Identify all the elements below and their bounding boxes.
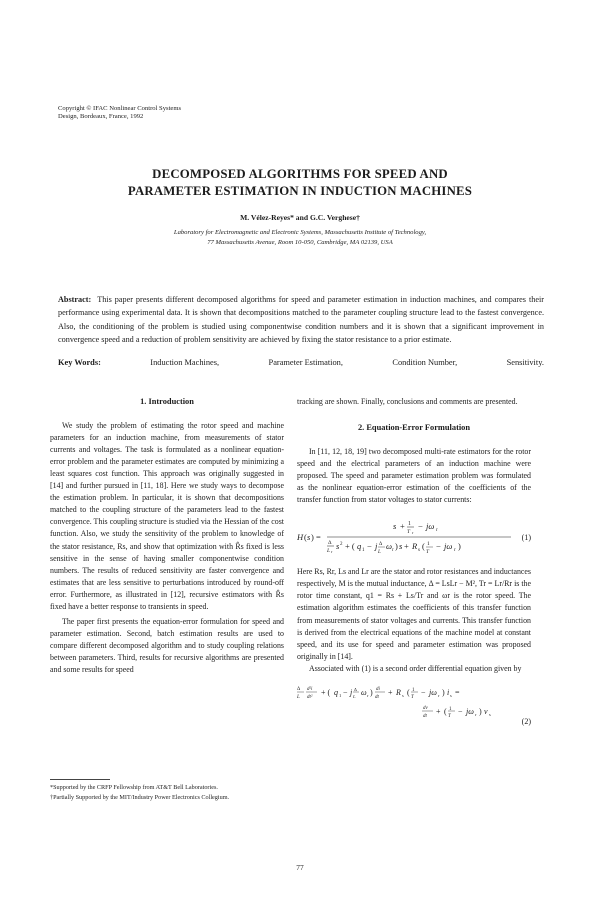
keyword-item: Condition Number, xyxy=(392,358,458,367)
svg-text:Δ: Δ xyxy=(328,540,332,547)
svg-text:=: = xyxy=(455,687,460,697)
paper-title xyxy=(60,166,540,199)
svg-text:r: r xyxy=(412,530,414,536)
svg-text:T: T xyxy=(426,549,430,556)
svg-text:Δ: Δ xyxy=(297,686,301,692)
equation-2 xyxy=(297,679,531,727)
svg-text:): ) xyxy=(370,687,373,697)
svg-text:(: ( xyxy=(407,687,410,697)
svg-text:r: r xyxy=(331,549,333,555)
keywords-label: Key Words: xyxy=(58,358,101,367)
intro-paragraph-2: The paper first presents the equation-error formulation for speed and parameter estimation. Second, batch estimation results are used to compare different decomposed algorithm and to study coupling relations between parameters. Third, results for recursive algorithms are presented and some results for speed xyxy=(50,616,284,674)
svg-text:+ (: + ( xyxy=(345,541,355,552)
svg-text:Δ: Δ xyxy=(354,686,357,692)
abstract-label: Abstract: xyxy=(58,295,92,304)
svg-text:) =: ) = xyxy=(311,532,321,543)
footnote-rule xyxy=(50,779,110,780)
copyright-line-1: Copyright © IFAC Nonlinear Control Systems xyxy=(58,105,182,112)
svg-text:): ) xyxy=(458,541,461,552)
title-line-1: DECOMPOSED ALGORITHMS FOR SPEED AND xyxy=(152,167,448,181)
svg-text:1: 1 xyxy=(427,541,430,548)
equation-1-graphic xyxy=(297,512,531,562)
svg-text:R: R xyxy=(396,687,401,697)
section-2-heading: 2. Equation-Error Formulation xyxy=(357,423,471,433)
svg-text:r: r xyxy=(475,711,477,717)
svg-text:s: s xyxy=(450,692,452,698)
svg-text:di: di xyxy=(376,686,380,692)
svg-text:−: − xyxy=(436,541,441,552)
svg-text:1: 1 xyxy=(362,548,365,554)
svg-text:jω: jω xyxy=(426,521,435,532)
svg-text:dt²: dt² xyxy=(307,694,313,700)
svg-text:s: s xyxy=(402,692,404,698)
svg-text:−: − xyxy=(421,687,426,697)
svg-text:jω: jω xyxy=(466,706,474,716)
equation-2-number: (2) xyxy=(521,716,531,726)
svg-text:2: 2 xyxy=(340,542,343,548)
svg-text:): ) xyxy=(395,541,398,552)
svg-text:): ) xyxy=(442,687,445,697)
authors: M. Vélez-Reyes* and G.C. Verghese† xyxy=(240,213,360,222)
svg-text:s: s xyxy=(418,548,420,554)
svg-text:(: ( xyxy=(422,541,425,552)
svg-text:d²i: d²i xyxy=(307,686,313,692)
svg-text:L: L xyxy=(378,550,381,556)
keyword-item: Induction Machines, xyxy=(150,358,220,367)
svg-text:1: 1 xyxy=(449,706,452,712)
svg-text:L: L xyxy=(353,693,356,699)
svg-text:+: + xyxy=(400,521,405,532)
copyright-notice xyxy=(58,105,181,121)
svg-text:L: L xyxy=(297,694,300,700)
keyword-item: Sensitivity. xyxy=(506,358,544,367)
svg-text:L: L xyxy=(327,548,331,555)
svg-text:s: s xyxy=(393,521,397,532)
footnote-1: *Supported by the CRFP Fellowship from AT&T Bell Laboratories. xyxy=(50,784,218,791)
svg-text:T: T xyxy=(411,694,414,700)
keyword-item: Parameter Estimation, xyxy=(268,358,343,367)
svg-text:s: s xyxy=(489,711,491,717)
svg-text:r: r xyxy=(367,692,369,698)
svg-text:jω: jω xyxy=(444,541,453,552)
svg-text:i: i xyxy=(447,687,450,697)
svg-text:1: 1 xyxy=(339,692,342,698)
footnotes xyxy=(50,784,284,801)
page-number: 77 xyxy=(296,863,304,872)
svg-text:ω: ω xyxy=(386,541,393,552)
svg-text:r: r xyxy=(392,548,394,554)
ode-intro-paragraph: Associated with (1) is a second order differential equation given by xyxy=(309,663,522,673)
footnote-2: †Partially Supported by the MIT/Industry Power Electronics Collegium. xyxy=(50,793,230,801)
equation-1-number: (1) xyxy=(521,533,531,543)
svg-text:+: + xyxy=(388,687,393,697)
svg-text:s: s xyxy=(399,541,403,552)
left-column xyxy=(50,396,284,676)
eq-formulation-paragraph: In [11, 12, 18, 19] two decomposed multi-rate estimators for the rotor speed and the electrical parameters of an induction machine were proposed. The speed and parameter estimation problem was formulated as the nonlinear equation-error estimation of the coefficients of the transfer function from stator voltages to stator currents: xyxy=(297,447,531,505)
svg-text:dv: dv xyxy=(423,705,428,711)
svg-text:H: H xyxy=(297,532,304,543)
svg-text:+ (: + ( xyxy=(321,687,331,697)
keywords xyxy=(58,358,544,367)
svg-text:s: s xyxy=(307,532,311,543)
tracking-text: tracking are shown. Finally, conclusions and comments are presented. xyxy=(297,397,518,406)
svg-text:q: q xyxy=(357,541,362,552)
svg-text:q: q xyxy=(334,687,338,697)
svg-text:+: + xyxy=(436,706,441,716)
affiliation-line-2: 77 Massachusetts Avenue, Room 10-050, Cambridge, MA 02139, USA xyxy=(207,239,393,246)
svg-text:T: T xyxy=(407,529,411,536)
equation-1 xyxy=(297,512,531,562)
svg-text:r: r xyxy=(454,548,456,554)
affiliation-line-1: Laboratory for Electromagnetic and Electronic Systems, Massachusetts Institute of Technology, xyxy=(173,229,427,236)
svg-text:−: − xyxy=(458,706,463,716)
svg-text:Δ: Δ xyxy=(379,542,383,548)
svg-text:−: − xyxy=(418,521,423,532)
equation-2-graphic xyxy=(297,679,531,727)
svg-text:−: − xyxy=(343,687,348,697)
svg-text:T: T xyxy=(448,713,451,719)
copyright-line-2: Design, Bordeaux, France, 1992 xyxy=(58,113,144,121)
affiliation xyxy=(60,228,540,248)
svg-text:s: s xyxy=(336,541,340,552)
right-column xyxy=(297,396,531,727)
svg-text:(: ( xyxy=(444,706,447,716)
svg-text:r: r xyxy=(436,528,438,534)
svg-text:v: v xyxy=(484,706,488,716)
section-1-heading: 1. Introduction xyxy=(140,397,194,406)
intro-paragraph-1: We study the problem of estimating the rotor speed and machine parameters for an induction machine, from measurements of stator currents and voltages. The task is formulated as a nonlinear equation-error problem and the parameter estimates are computed by minimizing a least squares cost function. This approach was originally suggested in [14] and further pursued in [11, 18]. Here we study ways to decompose the estimation problem. In particular, it is shown that decompositions matched to the coupling structure of the parameters lead to the fastest convergence. This coupling structure is studied via the Hessian of the cost function. Also, we study the sensitivity of the problem to knowledge of the stator resistance, Rs, and show that optimization with R̂s fixed is less sensitive in the sense of having smaller componentwise condition numbers. The results of reduced sensitivity are faster convergence and estimates that are less sensitive to perturbations introduced by round-off error. Furthermore, as illustrated in [12], recursive estimators with R̂s fixed have a better response to transients in speed. xyxy=(50,421,284,611)
svg-text:ω: ω xyxy=(361,687,367,697)
svg-text:dt: dt xyxy=(375,694,379,700)
abstract xyxy=(58,293,544,346)
svg-text:1: 1 xyxy=(412,687,415,693)
title-line-2: PARAMETER ESTIMATION IN INDUCTION MACHINES xyxy=(127,183,473,198)
parameter-definitions-paragraph: Here Rs, Rr, Ls and Lr are the stator and rotor resistances and inductances respectively, M is the mutual inductance, Δ = LsLr − M², Tr = Lr/Rr is the rotor time constant, q1 = Rs + Ls/Tr and ωr is the rotor speed. The estimation algorithm estimates the coefficients of this transfer function from measurements of stator voltages and currents. This transfer function is derived from the electrical equations of the machine model at constant speed, and its use for speed and parameter estimation was proposed originally in [14]. xyxy=(297,567,531,661)
svg-text:dt: dt xyxy=(423,713,427,719)
svg-text:j: j xyxy=(375,541,378,552)
svg-text:(: ( xyxy=(304,532,307,543)
svg-text:j: j xyxy=(350,687,353,697)
abstract-text: This paper presents different decomposed algorithms for speed and parameter estimation in induction machines, and compares their performance using experimental data. It is shown that decompositions matched to the parameter coupling structure lead to the fastest convergence. Also, the conditioning of the problem is studied using componentwise condition numbers and it is shown that a significant improvement in convergence speed and a reduction of problem sensitivity are achieved by fixing the stator resistance to a prior estimate. xyxy=(58,295,544,344)
svg-text:jω: jω xyxy=(429,687,437,697)
svg-text:r: r xyxy=(438,692,440,698)
svg-text:+: + xyxy=(404,541,409,552)
svg-text:R: R xyxy=(412,541,418,552)
svg-text:−: − xyxy=(367,541,372,552)
svg-text:1: 1 xyxy=(408,521,411,528)
svg-text:): ) xyxy=(479,706,482,716)
